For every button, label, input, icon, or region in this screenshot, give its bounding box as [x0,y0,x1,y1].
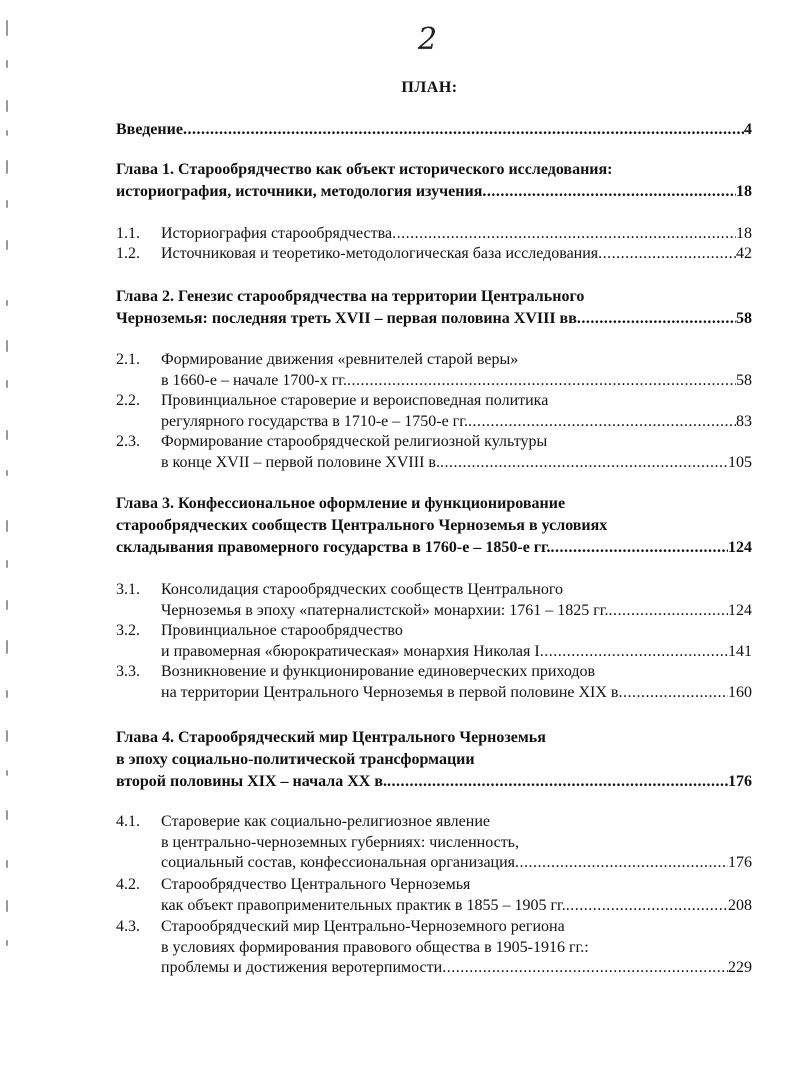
toc-section-number: 2.1. [116,351,140,368]
toc-section-4-1-line-2 [161,833,752,853]
toc-section-4-3-line-3-page: 229 [728,959,752,976]
toc-chapter-3-line-2-text: старообрядческих сообществ Центрального Черноземья в условиях [116,517,608,534]
toc-chapter-2-line-1 [116,287,752,307]
toc-chapter-4-line-2 [116,750,752,770]
toc-section-3-3-line-2-text: на территории Центрального Черноземья в первой половине XIX в [161,683,619,701]
toc-chapter-3-line-3-page: 124 [728,539,752,556]
toc-section-2-3-line-1 [161,432,752,452]
scan-margin-marks [2,0,16,1092]
toc-intro-page: 4 [744,121,752,138]
toc-section-3-2-line-1-text: Провинциальное старообрядчество [161,622,403,639]
toc-section-3-2-line-2-page: 141 [728,642,752,660]
toc-section-4-2-line-2-page: 208 [728,896,752,914]
dot-leader [392,224,736,244]
toc-chapter-4-line-3-page: 176 [728,773,752,790]
toc-chapter-4-line-1-text: Глава 4. Старообрядческий мир Центрального Черноземья [116,729,546,746]
toc-section-4-3-line-1 [161,917,752,937]
dot-leader [609,601,728,621]
dot-leader [515,853,728,873]
dot-leader [440,453,728,473]
toc-section-3-1-line-2-text: Черноземья в эпоху «патерналистской» монархии: 1761 – 1825 гг. [161,601,609,619]
toc-chapter-3-line-1-text: Глава 3. Конфессиональное оформление и функционирование [116,495,566,512]
toc-section-1-1-line-1-page: 18 [736,225,752,242]
toc-intro[interactable] [116,120,752,140]
toc-section-2-3-line-2[interactable] [161,453,752,473]
toc-chapter-1-line-2-text: историография, источники, методология изучения [116,183,483,200]
toc-chapter-3-line-1 [116,494,752,514]
toc-section-4-3-line-2-text: в условиях формирования правового общества в 1905-1916 гг.: [161,938,589,956]
toc-chapter-2-line-2-text: Черноземья: последняя треть XVII – первая половина XVIII вв [116,310,577,327]
toc-section-4-2-line-2-text: как объект правоприменительных практик в 1855 – 1905 гг. [161,896,566,914]
toc-chapter-1-line-1 [116,160,752,180]
dot-leader [618,683,728,703]
toc-chapter-1-line-2[interactable] [116,182,752,202]
toc-chapter-3-line-3[interactable] [116,538,752,558]
dot-leader [482,182,736,202]
toc-section-2-1-line-2-page: 58 [736,371,752,389]
toc-section-3-2-line-2[interactable] [161,642,752,662]
toc-chapter-4-line-2-text: в эпоху социально-политической трансформации [116,751,475,768]
toc-section-1-2-line-1[interactable] [161,244,752,264]
toc-section-2-3-line-1-text: Формирование старообрядческой религиозной культуры [161,433,548,450]
toc-section-3-2-line-1 [161,621,752,641]
toc-chapter-2-line-2-page: 58 [736,310,752,327]
dot-leader [442,958,728,978]
toc-section-number: 3.1. [116,581,140,598]
toc-section-1-1-line-1-text: Историография старообрядчества [161,225,393,242]
toc-section-3-1-line-1-text: Консолидация старообрядческих сообществ Центрального [161,581,563,598]
toc-section-2-2-line-1-text: Провинциальное староверие и вероисповедная политика [161,392,549,409]
dot-leader [598,244,736,264]
toc-section-2-2-line-2-text: регулярного государства в 1710-е – 1750-е гг. [161,412,468,430]
toc-section-4-2-line-1-text: Старообрядчество Центрального Черноземья [161,876,471,893]
toc-chapter-4-line-3-text: второй половины XIX – начала XX в. [116,773,387,790]
toc-section-1-2-line-1-page: 42 [736,245,752,262]
toc-section-number: 4.1. [116,813,140,830]
toc-chapter-2-line-1-text: Глава 2. Генезис старообрядчества на территории Центрального [116,288,585,305]
toc-section-4-1-line-2-text: в центрально-черноземных губерниях: численность, [161,833,519,851]
toc-section-2-2-line-2[interactable] [161,412,752,432]
toc-chapter-3-line-3-text: складывания правомерного государства в 1760-е – 1850-е гг. [116,539,551,556]
dot-leader [183,120,744,140]
toc-section-number: 3.3. [116,663,140,680]
toc-chapter-4-line-3[interactable] [116,772,752,792]
toc-section-number: 2.3. [116,433,140,450]
dot-leader [387,772,728,792]
toc-chapter-4-line-1 [116,728,752,748]
toc-section-4-2-line-1 [161,875,752,895]
toc-section-4-3-line-1-text: Старообрядческий мир Центрально-Черноземного региона [161,918,565,935]
toc-chapter-2-line-2[interactable] [116,309,752,329]
plan-title: ПЛАН: [401,79,458,96]
toc-section-3-3-line-2[interactable] [161,683,752,703]
dot-leader [566,896,728,916]
toc-section-3-3-line-1-text: Возникновение и функционирование единоверческих приходов [161,663,596,680]
toc-section-3-1-line-2-page: 124 [728,601,752,619]
toc-section-number: 1.1. [116,225,140,242]
toc-section-3-1-line-2[interactable] [161,601,752,621]
toc-section-3-1-line-1 [161,580,752,600]
toc-chapter-1-line-2-page: 18 [736,183,752,200]
toc-section-2-2-line-2-page: 83 [736,412,752,430]
toc-section-number: 4.2. [116,876,140,893]
toc-chapter-1-line-1-text: Глава 1. Старообрядчество как объект исторического исследования: [116,161,613,178]
toc-section-4-1-line-1-text: Староверие как социально-религиозное явление [161,813,490,830]
toc-section-1-1-line-1[interactable] [161,224,752,244]
dot-leader [577,309,736,329]
toc-section-number: 3.2. [116,622,140,639]
dot-leader [468,412,736,432]
toc-section-2-1-line-1 [161,350,752,370]
toc-section-2-3-line-2-page: 105 [728,453,752,471]
toc-section-4-1-line-1 [161,812,752,832]
toc-chapter-3-line-2 [116,516,752,536]
dot-leader [540,642,728,662]
toc-section-number: 1.2. [116,245,140,262]
toc-section-4-2-line-2[interactable] [161,896,752,916]
toc-section-number: 4.3. [116,918,140,935]
toc-section-3-3-line-1 [161,662,752,682]
dot-leader [551,538,728,558]
toc-section-3-2-line-2-text: и правомерная «бюрократическая» монархия Николая I [161,642,540,660]
toc-intro-text: Введение [116,121,183,138]
toc-section-number: 2.2. [116,392,140,409]
toc-section-4-3-line-3[interactable] [161,958,752,978]
dot-leader [347,371,736,391]
toc-section-2-1-line-2[interactable] [161,371,752,391]
toc-section-4-1-line-3-page: 176 [728,854,752,871]
toc-section-3-3-line-2-page: 160 [728,683,752,701]
toc-section-2-3-line-2-text: в конце XVII – первой половине XVIII в. [161,453,440,471]
toc-section-4-1-line-3-text: социальный состав, конфессиональная организация [161,854,516,871]
toc-section-4-3-line-2 [161,938,752,958]
toc-section-2-2-line-1 [161,391,752,411]
handwritten-page-number: 2 [418,22,438,57]
toc-section-2-1-line-1-text: Формирование движения «ревнителей старой веры» [161,351,519,368]
toc-section-4-1-line-3[interactable] [161,853,752,873]
toc-section-4-3-line-3-text: проблемы и достижения веротерпимости [161,959,443,976]
toc-section-1-2-line-1-text: Источниковая и теоретико-методологическая база исследования [161,245,599,262]
toc-section-2-1-line-2-text: в 1660-е – начале 1700-х гг. [161,371,348,389]
